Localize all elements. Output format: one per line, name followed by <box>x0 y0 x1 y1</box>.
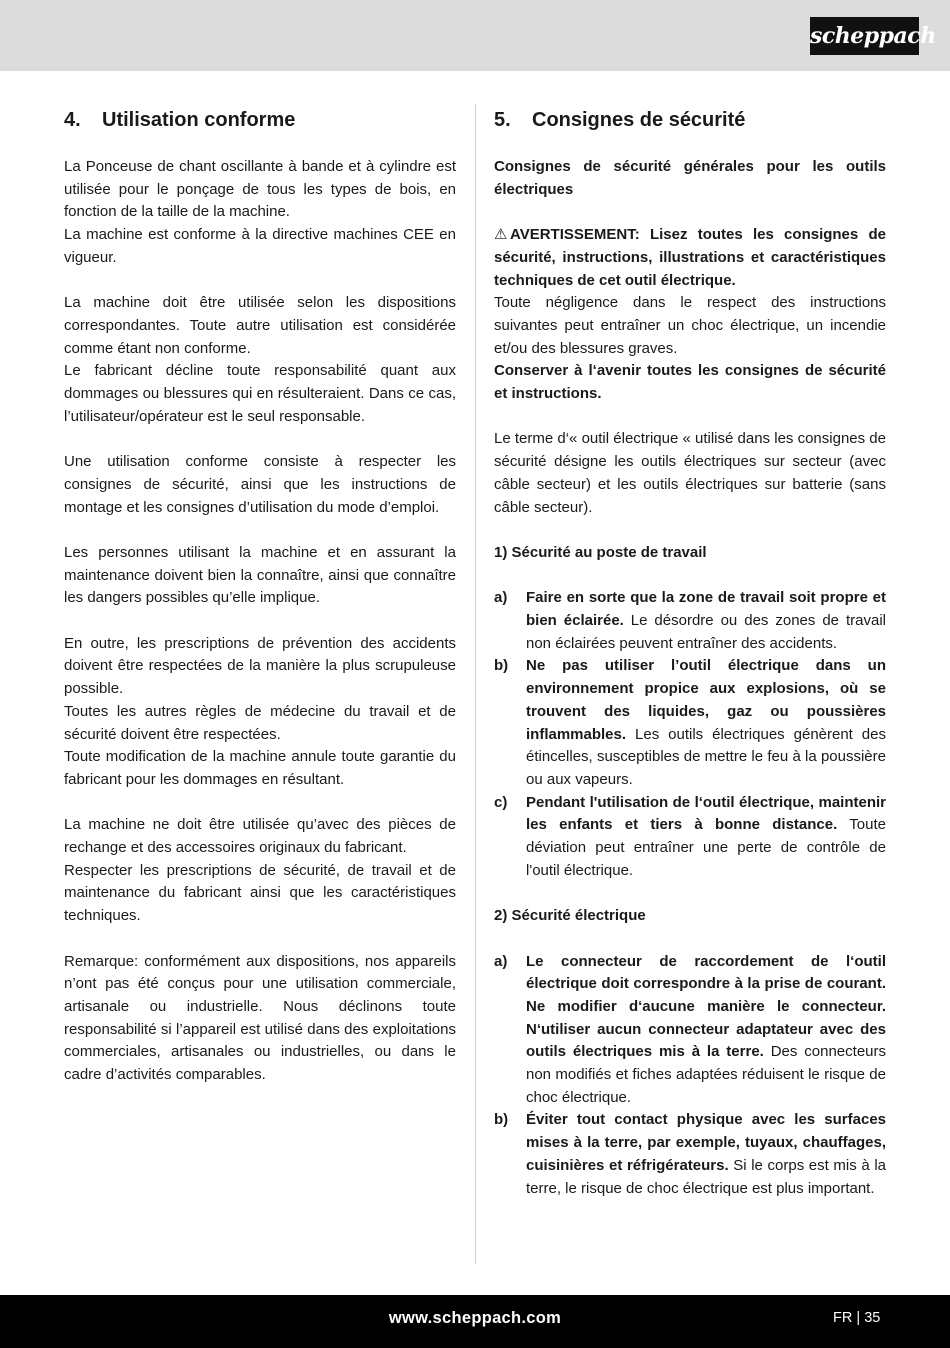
list-item-text: Si le corps est mis à la terre, le risque de choc électrique est plus important. <box>526 1156 886 1197</box>
page-number: 35 <box>864 1310 881 1326</box>
section-title: Utilisation conforme <box>102 109 296 131</box>
list-item-bold: Faire en sorte que la zone de travail soit propre et bien éclairée. <box>526 589 886 629</box>
keep-instructions-text: Conserver à l‘avenir toutes les consignes de sécurité et instructions. <box>494 362 886 403</box>
paragraph: Le fabricant décline toute responsabilité quant aux dommages ou blessures qui en résulteraient. Dans ce cas, l’utilisateur/opérateur est le seul responsable. <box>64 362 456 425</box>
paragraph: La machine est conforme à la directive machines CEE en vigueur. <box>64 226 456 266</box>
page-separator: | <box>856 1310 861 1326</box>
paragraph: Toute modification de la machine annule toute garantie du fabricant pour les dommages en résultant. <box>64 748 456 788</box>
paragraph: Le terme d‘« outil électrique « utilisé dans les consignes de sécurité désigne les outils électriques sur secteur (avec câble secteur) et les outils électriques sur batterie (sans câble secteur). <box>494 430 886 516</box>
list-item-label: c) <box>494 793 508 811</box>
section-title: Consignes de sécurité <box>532 109 746 131</box>
paragraph: Remarque: conformément aux dispositions, nos appareils n’ont pas été conçus pour une utilisation commerciale, artisanale ou industrielle. Nous déclinons toute responsabilité si l’appareil est utilisé dans des exploitations commerciales, artisanales ou industrielles, ou dans le cadre d’activités comparables. <box>64 952 456 1084</box>
list-item <box>494 792 886 883</box>
section-number: 5. <box>494 109 511 131</box>
page-indicator <box>833 1310 880 1326</box>
list-item <box>494 655 886 791</box>
section-consignes-securite <box>494 106 886 1200</box>
list-item-text: Les outils électriques génèrent des étincelles, susceptibles de mettre le feu à la poussière ou aux vapeurs. <box>526 725 886 788</box>
section-utilisation-conforme <box>64 106 456 1087</box>
list-item-label: a) <box>494 589 508 607</box>
paragraph: Respecter les prescriptions de sécurité, de travail et de maintenance du fabricant ainsi que les caractéristiques techniques. <box>64 861 456 925</box>
section-heading <box>64 106 456 134</box>
column-divider <box>475 104 476 1264</box>
footer-bar <box>0 1295 950 1348</box>
subsection-title: 2) Sécurité électrique <box>494 907 646 925</box>
warning-icon: ⚠ <box>494 226 508 244</box>
list-item-bold: Éviter tout contact physique avec les surfaces mises à la terre, par exemple, tuyaux, chauffages, cuisinières et réfrigérateurs. <box>526 1111 886 1174</box>
list-item-text: Toute déviation peut entraîner une perte de contrôle de l'outil électrique. <box>526 816 886 879</box>
subsection-title: Consignes de sécurité générales pour les outils électriques <box>494 158 886 198</box>
list-item-text: Des connecteurs non modifiés et fiches adaptées réduisent le risque de choc électrique. <box>526 1043 886 1106</box>
paragraph: La Ponceuse de chant oscillante à bande et à cylindre est utilisée pour le ponçage de tous les types de bois, en fonction de la taille de la machine. <box>64 158 456 221</box>
subsection-title: 1) Sécurité au poste de travail <box>494 543 707 561</box>
list-item-bold: Ne pas utiliser l’outil électrique dans un environnement propice aux explosions, où se trouvent des liquides, gaz ou poussières inflammables. <box>526 657 886 743</box>
paragraph: Les personnes utilisant la machine et en assurant la maintenance doivent bien la connaître, ainsi que connaître les dangers possibles qu’elle implique. <box>64 543 456 607</box>
warning-paragraph <box>494 224 886 292</box>
list-item <box>494 951 886 1110</box>
list-item <box>494 587 886 655</box>
section-number: 4. <box>64 109 81 131</box>
language-code: FR <box>833 1310 853 1326</box>
list-item-label: b) <box>494 657 509 675</box>
paragraph: La machine ne doit être utilisée qu’avec des pièces de rechange et des accessoires originaux du fabricant. <box>64 816 456 857</box>
brand-logo: scheppach <box>810 17 919 55</box>
website-link[interactable]: www.scheppach.com <box>388 1309 562 1327</box>
paragraph: Toute négligence dans le respect des instructions suivantes peut entraîner un choc électrique, un incendie et/ou des blessures graves. <box>494 294 886 357</box>
warning-bold-text: AVERTISSEMENT: Lisez toutes les consignes de sécurité, instructions, illustrations et caractéristiques techniques de cet outil électrique. <box>494 226 886 289</box>
paragraph: Une utilisation conforme consiste à respecter les consignes de sécurité, ainsi que les instructions de montage et les consignes d’utilisation du mode d’emploi. <box>64 453 456 516</box>
list-item-label: b) <box>494 1111 509 1129</box>
section-heading <box>494 106 886 134</box>
paragraph: Toutes les autres règles de médecine du travail et de sécurité doivent être respectées. <box>64 702 456 743</box>
list-item-text: Le désordre ou des zones de travail non éclairées peuvent entraîner des accidents. <box>526 612 886 652</box>
list-item-bold: Pendant l'utilisation de l‘outil électrique, maintenir les enfants et tiers à bonne distance. <box>526 793 886 834</box>
paragraph: En outre, les prescriptions de prévention des accidents doivent être respectées de la manière la plus scrupuleuse possible. <box>64 634 456 698</box>
list-item-bold: Le connecteur de raccordement de l‘outil électrique doit correspondre à la prise de courant. Ne modifier d‘aucune manière le connecteur. N‘utiliser aucun connecteur adaptateur avec des outils électriques mis à la terre. <box>526 952 886 1061</box>
header-bar <box>0 0 950 71</box>
list-item <box>494 1109 886 1200</box>
list-item-label: a) <box>494 952 508 970</box>
paragraph: La machine doit être utilisée selon les dispositions correspondantes. Toute autre utilisation est considérée comme étant non conforme. <box>64 294 456 357</box>
